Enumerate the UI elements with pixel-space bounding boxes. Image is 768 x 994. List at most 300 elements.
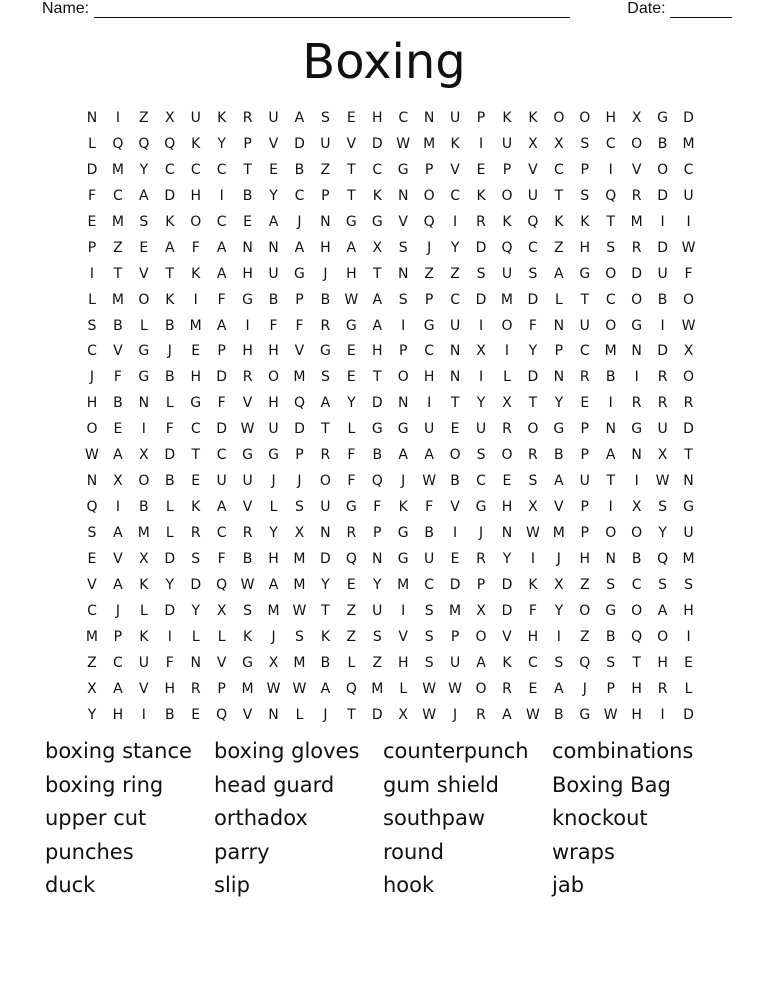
grid-letter: A — [372, 291, 383, 308]
grid-letter: X — [87, 680, 97, 697]
grid-letter: B — [372, 447, 383, 464]
grid-letter: K — [476, 187, 486, 204]
grid-letter: B — [242, 550, 253, 567]
grid-letter: S — [684, 576, 693, 593]
grid-letter: D — [320, 550, 331, 567]
grid-letter: I — [660, 317, 665, 334]
grid-letter: I — [660, 213, 665, 230]
grid-letter: K — [139, 576, 149, 593]
grid-letter: G — [631, 421, 643, 438]
grid-letter: D — [294, 421, 305, 438]
grid-letter: M — [552, 525, 565, 541]
grid-letter: F — [165, 421, 174, 438]
grid-letter: S — [476, 447, 486, 464]
grid-letter: W — [525, 706, 540, 723]
grid-letter: D — [164, 602, 176, 619]
grid-letter: W — [422, 706, 437, 723]
grid-letter: B — [164, 369, 175, 386]
grid-letter: K — [139, 628, 149, 645]
grid-letter: W — [240, 576, 255, 593]
grid-letter: K — [528, 576, 538, 593]
grid-letter: N — [190, 654, 201, 671]
grid-letter: M — [423, 135, 436, 152]
grid-letter: C — [216, 447, 227, 464]
grid-letter: A — [554, 265, 564, 282]
name-line — [94, 3, 570, 18]
grid-row — [79, 210, 702, 236]
grid-letter: O — [631, 135, 643, 152]
grid-letter: V — [139, 680, 149, 697]
grid-letter: E — [87, 213, 97, 230]
word-item: gum shield — [383, 772, 499, 797]
grid-letter: W — [85, 447, 99, 464]
grid-letter: Q — [293, 395, 305, 412]
grid-letter: C — [450, 187, 460, 204]
grid-letter: I — [89, 265, 95, 282]
grid-row — [79, 288, 702, 314]
grid-letter: P — [476, 576, 486, 593]
grid-letter: U — [268, 421, 279, 438]
grid-letter: U — [449, 110, 461, 126]
grid-letter: O — [553, 110, 565, 126]
grid-letter: D — [294, 135, 305, 152]
grid-letter: E — [346, 369, 356, 386]
grid-letter: C — [528, 654, 538, 671]
grid-letter: V — [242, 499, 253, 516]
grid-letter: P — [398, 343, 408, 360]
grid-letter: A — [346, 239, 357, 256]
grid-letter: H — [657, 654, 668, 671]
grid-letter: H — [190, 187, 201, 204]
grid-letter: U — [138, 654, 149, 671]
grid-letter: H — [190, 369, 201, 386]
name-field — [42, 0, 570, 18]
grid-letter: K — [580, 213, 590, 230]
grid-letter: O — [605, 317, 617, 334]
grid-letter: V — [631, 161, 642, 178]
grid-letter: H — [268, 550, 279, 567]
grid-letter: K — [528, 110, 538, 126]
grid-letter: Y — [528, 343, 538, 360]
grid-letter: U — [683, 525, 694, 541]
grid-row — [79, 158, 702, 184]
grid-letter: A — [268, 576, 279, 593]
grid-row — [79, 391, 702, 417]
grid-letter: Y — [269, 187, 278, 204]
grid-letter: R — [190, 525, 201, 541]
grid-letter: G — [345, 213, 357, 230]
grid-letter: C — [190, 421, 201, 438]
grid-letter: I — [660, 706, 665, 723]
grid-letter: B — [657, 291, 668, 308]
grid-letter: W — [422, 680, 437, 697]
grid-letter: Z — [579, 576, 590, 593]
grid-letter: N — [138, 395, 150, 412]
grid-letter: C — [294, 187, 305, 204]
grid-letter: L — [88, 135, 96, 152]
grid-letter: S — [243, 602, 253, 619]
grid-letter: I — [141, 421, 146, 438]
grid-letter: S — [87, 525, 97, 541]
grid-letter: Z — [450, 265, 460, 282]
grid-letter: R — [242, 369, 253, 386]
grid-letter: S — [424, 602, 434, 619]
grid-letter: O — [631, 525, 643, 541]
grid-letter: I — [478, 135, 484, 152]
word-item: round — [383, 839, 444, 864]
grid-letter: O — [138, 473, 150, 490]
grid-letter: X — [398, 706, 409, 723]
grid-letter: Z — [554, 239, 564, 256]
grid-letter: Q — [423, 213, 435, 230]
grid-letter: P — [217, 343, 226, 360]
grid-letter: S — [139, 213, 149, 230]
grid-row — [79, 339, 702, 365]
grid-letter: V — [139, 265, 149, 282]
grid-letter: B — [294, 161, 305, 178]
grid-letter: E — [191, 473, 201, 490]
grid-letter: O — [449, 447, 461, 464]
grid-letter: J — [297, 213, 302, 230]
grid-letter: O — [475, 628, 487, 645]
grid-letter: K — [165, 291, 175, 308]
grid-letter: S — [372, 628, 382, 645]
grid-letter: Q — [138, 135, 150, 152]
grid-letter: T — [191, 447, 200, 464]
grid-letter: N — [683, 473, 694, 490]
grid-letter: A — [294, 239, 305, 256]
grid-letter: X — [502, 395, 512, 412]
grid-letter: V — [450, 161, 460, 178]
grid-letter: N — [501, 525, 513, 541]
grid-letter: G — [371, 213, 383, 230]
grid-letter: F — [373, 499, 382, 516]
grid-letter: V — [113, 550, 123, 567]
grid-letter: A — [554, 680, 564, 697]
grid-letter: C — [579, 343, 590, 360]
grid-letter: I — [634, 473, 639, 490]
grid-letter: B — [605, 369, 616, 386]
grid-letter: F — [165, 654, 174, 671]
grid-letter: P — [580, 161, 589, 178]
grid-letter: M — [682, 135, 695, 152]
grid-letter: J — [271, 628, 276, 645]
grid-letter: R — [631, 395, 642, 412]
grid-letter: D — [371, 706, 383, 723]
grid-letter: P — [580, 525, 589, 541]
grid-letter: X — [268, 654, 279, 671]
grid-letter: C — [216, 213, 227, 230]
grid-letter: N — [631, 447, 642, 464]
grid-letter: D — [657, 187, 668, 204]
grid-letter: J — [167, 343, 172, 360]
grid-letter: Z — [113, 239, 123, 256]
grid-letter: C — [424, 343, 435, 360]
grid-letter: U — [320, 499, 331, 516]
grid-letter: J — [271, 473, 276, 490]
grid-letter: P — [476, 110, 486, 126]
grid-letter: X — [631, 499, 642, 516]
grid-row — [79, 106, 702, 132]
grid-letter: T — [684, 447, 693, 464]
grid-letter: G — [683, 499, 694, 516]
grid-letter: G — [190, 395, 202, 412]
grid-row — [79, 521, 702, 547]
grid-letter: I — [530, 550, 535, 567]
grid-letter: B — [268, 291, 279, 308]
grid-letter: X — [372, 239, 383, 256]
grid-letter: K — [243, 628, 253, 645]
grid-letter: E — [450, 421, 460, 438]
grid-letter: P — [113, 628, 123, 645]
grid-letter: Y — [217, 135, 226, 152]
grid-letter: Q — [112, 135, 124, 152]
grid-letter: E — [450, 550, 460, 567]
grid-letter: B — [113, 317, 123, 334]
grid-letter: A — [268, 213, 279, 230]
grid-letter: N — [631, 343, 642, 360]
grid-letter: D — [216, 421, 228, 438]
grid-letter: P — [450, 628, 460, 645]
grid-letter: T — [321, 602, 330, 619]
grid-letter: S — [658, 576, 668, 593]
grid-letter: U — [268, 265, 279, 282]
grid-letter: E — [191, 343, 201, 360]
grid-letter: D — [527, 291, 539, 308]
grid-letter: A — [113, 525, 123, 541]
grid-letter: U — [424, 550, 435, 567]
grid-letter: G — [371, 421, 383, 438]
word-item: duck — [45, 873, 96, 897]
grid-letter: T — [347, 161, 356, 178]
grid-letter: D — [501, 576, 513, 593]
grid-letter: L — [88, 291, 96, 308]
grid-letter: H — [268, 343, 279, 360]
grid-letter: V — [528, 161, 538, 178]
word-item: slip — [214, 873, 250, 897]
grid-letter: B — [164, 317, 175, 334]
grid-letter: Q — [631, 628, 643, 645]
word-item: counterpunch — [383, 739, 529, 763]
grid-letter: P — [243, 135, 252, 152]
grid-letter: S — [295, 628, 304, 645]
grid-letter: N — [397, 265, 409, 282]
grid-letter: G — [138, 369, 150, 386]
grid-letter: W — [422, 473, 437, 490]
grid-row — [79, 495, 702, 521]
grid-letter: T — [347, 706, 356, 723]
grid-letter: A — [476, 654, 486, 671]
grid-letter: K — [191, 265, 201, 282]
grid-letter: S — [528, 265, 538, 282]
grid-letter: A — [320, 680, 331, 697]
grid-letter: D — [371, 135, 383, 152]
grid-letter: X — [476, 602, 486, 619]
grid-letter: O — [605, 525, 617, 541]
grid-letter: U — [242, 473, 253, 490]
grid-letter: R — [631, 239, 642, 256]
grid-letter: Y — [347, 395, 356, 412]
grid-letter: S — [580, 135, 590, 152]
grid-letter: J — [453, 706, 458, 723]
grid-letter: C — [424, 576, 435, 593]
word-list — [45, 735, 745, 903]
grid-letter: T — [606, 473, 615, 490]
grid-letter: H — [579, 550, 591, 567]
grid-letter: Y — [269, 525, 278, 541]
grid-letter: X — [113, 473, 123, 490]
grid-letter: C — [476, 473, 486, 490]
grid-letter: I — [167, 628, 172, 645]
grid-letter: L — [165, 499, 174, 516]
grid-letter: V — [242, 706, 253, 723]
grid-letter: V — [346, 135, 357, 152]
grid-letter: N — [268, 239, 279, 256]
grid-letter: K — [502, 654, 512, 671]
grid-letter: D — [631, 265, 643, 282]
grid-letter: R — [346, 525, 357, 541]
grid-letter: C — [87, 602, 97, 619]
grid-letter: R — [502, 421, 512, 438]
grid-letter: I — [115, 110, 120, 126]
grid-row — [79, 365, 702, 391]
name-label: Name: — [42, 0, 90, 17]
grid-letter: Y — [321, 576, 330, 593]
grid-letter: L — [503, 369, 511, 386]
grid-letter: M — [293, 550, 306, 567]
grid-letter: G — [631, 317, 643, 334]
grid-letter: D — [164, 447, 176, 464]
grid-letter: D — [683, 110, 694, 126]
grid-letter: O — [527, 421, 539, 438]
grid-letter: Q — [216, 706, 228, 723]
grid-letter: G — [294, 265, 305, 282]
grid-letter: C — [190, 161, 201, 178]
grid-letter: I — [401, 602, 406, 619]
grid-letter: X — [683, 343, 694, 360]
grid-letter: Q — [345, 550, 357, 567]
grid-letter: Y — [373, 576, 382, 593]
grid-letter: H — [372, 110, 383, 126]
grid-letter: V — [242, 395, 253, 412]
grid-letter: U — [449, 654, 461, 671]
grid-letter: I — [245, 317, 250, 334]
grid-letter: A — [216, 239, 227, 256]
grid-letter: H — [372, 343, 383, 360]
grid-letter: V — [554, 499, 564, 516]
grid-letter: M — [189, 317, 202, 334]
grid-letter: T — [243, 161, 252, 178]
grid-letter: Q — [501, 239, 513, 256]
grid-letter: P — [295, 447, 304, 464]
grid-letter: X — [631, 110, 642, 126]
grid-letter: X — [657, 447, 668, 464]
grid-letter: S — [424, 654, 434, 671]
grid-letter: F — [217, 395, 226, 412]
grid-letter: Q — [371, 473, 383, 490]
grid-letter: V — [113, 343, 123, 360]
grid-letter: O — [423, 187, 435, 204]
grid-letter: V — [268, 135, 279, 152]
grid-letter: A — [294, 110, 305, 126]
grid-letter: C — [87, 343, 97, 360]
grid-letter: A — [216, 317, 227, 334]
grid-letter: Z — [579, 628, 590, 645]
grid-letter: Q — [216, 576, 228, 593]
grid-letter: L — [554, 291, 563, 308]
grid-letter: J — [89, 369, 95, 386]
grid-letter: Z — [346, 628, 357, 645]
grid-letter: G — [579, 265, 591, 282]
grid-letter: C — [605, 135, 616, 152]
grid-letter: T — [554, 187, 564, 204]
date-label: Date: — [627, 0, 666, 17]
grid-letter: U — [579, 473, 590, 490]
grid-letter: P — [87, 239, 97, 256]
grid-letter: X — [554, 576, 564, 593]
grid-letter: G — [268, 447, 279, 464]
grid-letter: N — [423, 110, 435, 126]
grid-letter: Y — [191, 602, 200, 619]
grid-letter: F — [684, 265, 693, 282]
grid-row — [79, 573, 702, 599]
grid-letter: B — [164, 706, 175, 723]
grid-letter: N — [320, 525, 331, 541]
grid-letter: M — [111, 161, 124, 178]
grid-letter: U — [527, 187, 539, 204]
grid-letter: I — [427, 395, 432, 412]
grid-letter: L — [139, 602, 148, 619]
grid-letter: V — [450, 499, 460, 516]
grid-letter: O — [631, 291, 643, 308]
grid-letter: I — [453, 525, 458, 541]
grid-letter: W — [603, 706, 618, 723]
grid-letter: N — [268, 706, 279, 723]
grid-letter: S — [476, 265, 486, 282]
grid-letter: Q — [579, 654, 591, 671]
grid-letter: P — [424, 161, 434, 178]
grid-letter: A — [113, 447, 123, 464]
grid-row — [79, 651, 702, 677]
grid-row — [79, 599, 702, 625]
word-item: punches — [45, 839, 134, 864]
grid-letter: X — [528, 135, 538, 152]
word-item: wraps — [552, 839, 615, 864]
grid-letter: C — [164, 161, 175, 178]
grid-letter: R — [190, 680, 201, 697]
grid-letter: A — [502, 706, 512, 723]
grid-letter: A — [139, 187, 149, 204]
grid-letter: C — [605, 291, 616, 308]
grid-letter: I — [608, 395, 613, 412]
grid-letter: I — [478, 317, 484, 334]
grid-letter: R — [528, 447, 538, 464]
grid-letter: W — [396, 135, 411, 152]
grid-letter: U — [657, 265, 668, 282]
grid-letter: M — [630, 213, 643, 230]
grid-letter: N — [553, 369, 565, 386]
grid-letter: X — [139, 550, 149, 567]
grid-row — [79, 547, 702, 573]
grid-letter: S — [398, 291, 408, 308]
grid-letter: J — [478, 525, 484, 541]
grid-letter: K — [191, 499, 201, 516]
grid-letter: O — [657, 628, 669, 645]
grid-letter: H — [631, 706, 642, 723]
grid-letter: N — [605, 550, 616, 567]
grid-letter: K — [450, 135, 460, 152]
grid-row — [79, 625, 702, 651]
